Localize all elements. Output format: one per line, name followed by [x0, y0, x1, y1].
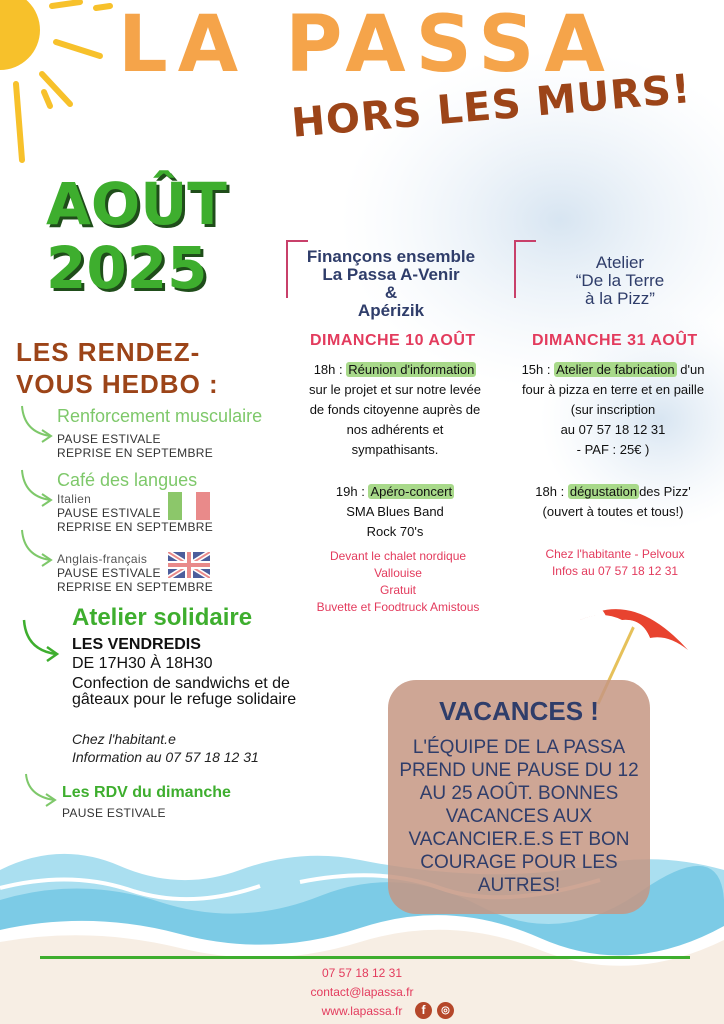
facebook-icon[interactable]: f [415, 1002, 432, 1019]
vacances-title: VACANCES ! [439, 696, 599, 726]
atelier-location [72, 730, 259, 766]
status-line: REPRISE EN SEPTEMBRE [57, 520, 214, 534]
italian-flag-icon [168, 492, 210, 520]
vacances-text: L'ÉQUIPE DE LA PASSA PREND UNE PAUSE DU 12 AU 25 AOÛT. BONNES VACANCES AUX VACANCIER.E.S ET BON COURAGE POUR LES AUTRES! [399, 737, 639, 896]
event1-line: SMA Blues Band [346, 504, 444, 519]
event1-highlight: Réunion d'information [348, 362, 475, 377]
language-label: Anglais-français [57, 552, 148, 566]
event1-food: Buvette et Foodtruck Amistous [316, 600, 480, 614]
month-name: AOÛT [46, 170, 227, 238]
atelier-hours: DE 17H30 À 18H30 [72, 655, 213, 672]
footer-website[interactable]: www.lapassa.fr [321, 1004, 403, 1018]
event1-line: de fonds citoyenne auprès de [309, 402, 481, 417]
rdv-cafe-title: Café des langues [57, 470, 198, 490]
event2-practical [520, 546, 710, 580]
status-line: PAUSE ESTIVALE [57, 566, 161, 580]
arrow-icon [18, 528, 54, 568]
event2-highlight: dégustation [569, 484, 638, 499]
event1-date: DIMANCHE 10 AOÛT [310, 332, 476, 349]
event2-highlight: Atelier de fabrication [556, 362, 675, 377]
footer-email[interactable]: contact@lapassa.fr [310, 985, 414, 999]
status-line: PAUSE ESTIVALE [57, 506, 161, 520]
footer-contact [200, 964, 524, 1021]
event2-line: - PAF : 25€ ) [576, 442, 650, 457]
atelier-place: Chez l'habitant.e [72, 731, 176, 747]
event2-body [508, 360, 718, 522]
arrow-icon [22, 772, 58, 808]
event1-title-line: Finançons ensemble [306, 247, 476, 266]
event2-place: Chez l'habitante - Pelvoux [545, 547, 685, 561]
event2-line: (sur inscription [570, 402, 656, 417]
event2-line: des Pizz' [639, 484, 691, 499]
event2-line: (ouvert à toutes et tous!) [542, 504, 684, 519]
rdv-renforcement-title: Renforcement musculaire [57, 406, 263, 426]
event2-title-line: Atelier [595, 253, 645, 272]
event2-date: DIMANCHE 31 AOÛT [532, 332, 698, 349]
event1-title-line: La Passa A-Venir [322, 265, 460, 284]
event1-time: 19h : [335, 484, 365, 499]
atelier-days: LES VENDREDIS [72, 636, 201, 653]
footer-divider [40, 956, 690, 959]
rdv-heading-line2: VOUS HEDBO : [16, 369, 219, 399]
month-heading [46, 172, 227, 300]
event1-line: Rock 70's [366, 524, 424, 539]
status-line: PAUSE ESTIVALE [57, 432, 161, 446]
rdv-heading [16, 336, 219, 400]
event1-practical [298, 548, 498, 616]
event1-line: sur le projet et sur notre levée [309, 382, 481, 397]
status-line: REPRISE EN SEPTEMBRE [57, 580, 214, 594]
instagram-icon[interactable]: ◎ [437, 1002, 454, 1019]
event1-line: nos adhérents et [346, 422, 444, 437]
rdv-dimanche-title: Les RDV du dimanche [62, 784, 231, 801]
page-title: LA PASSA [118, 0, 615, 90]
event1-title-line: Apérizik [357, 301, 425, 320]
event1-highlight: Apéro-concert [370, 484, 453, 499]
event1-body [290, 360, 500, 542]
event2-line: d'un [680, 362, 705, 377]
event1-place: Devant le chalet nordique [329, 549, 467, 563]
event2-info: Infos au 07 57 18 12 31 [551, 564, 679, 578]
event1-title-line: & [384, 283, 398, 302]
rdv-heading-line1: LES RENDEZ- [16, 337, 201, 367]
event2-title [530, 254, 710, 308]
page-subtitle: HORS LES MURS! [289, 66, 693, 147]
language-label: Italien [57, 492, 92, 506]
event1-price: Gratuit [379, 583, 416, 597]
event2-title-line: à la Pizz” [585, 289, 655, 308]
event2-time: 18h : [535, 484, 565, 499]
arrow-icon [18, 404, 54, 444]
year: 2025 [46, 234, 208, 302]
event2-time: 15h : [521, 362, 551, 377]
arrow-icon [18, 468, 54, 508]
event2-line: au 07 57 18 12 31 [560, 422, 666, 437]
event2-line: four à pizza en terre et en paille [521, 382, 705, 397]
event1-town: Vallouise [374, 566, 422, 580]
event1-title [296, 248, 486, 320]
atelier-description: Confection de sandwichs et de gâteaux pour le refuge solidaire [72, 675, 297, 708]
atelier-solidaire-title: Atelier solidaire [72, 604, 253, 631]
event1-line: sympathisants. [351, 442, 439, 457]
arrow-icon [20, 618, 60, 662]
footer-phone[interactable]: 07 57 18 12 31 [321, 966, 403, 980]
atelier-info: Information au 07 57 18 12 31 [72, 749, 259, 765]
rdv-dimanche-status: PAUSE ESTIVALE [62, 806, 166, 820]
status-line: REPRISE EN SEPTEMBRE [57, 446, 214, 460]
uk-flag-icon [168, 552, 210, 578]
event1-time: 18h : [313, 362, 343, 377]
event2-title-line: “De la Terre [575, 271, 665, 290]
rdv-renforcement-status [57, 432, 213, 460]
